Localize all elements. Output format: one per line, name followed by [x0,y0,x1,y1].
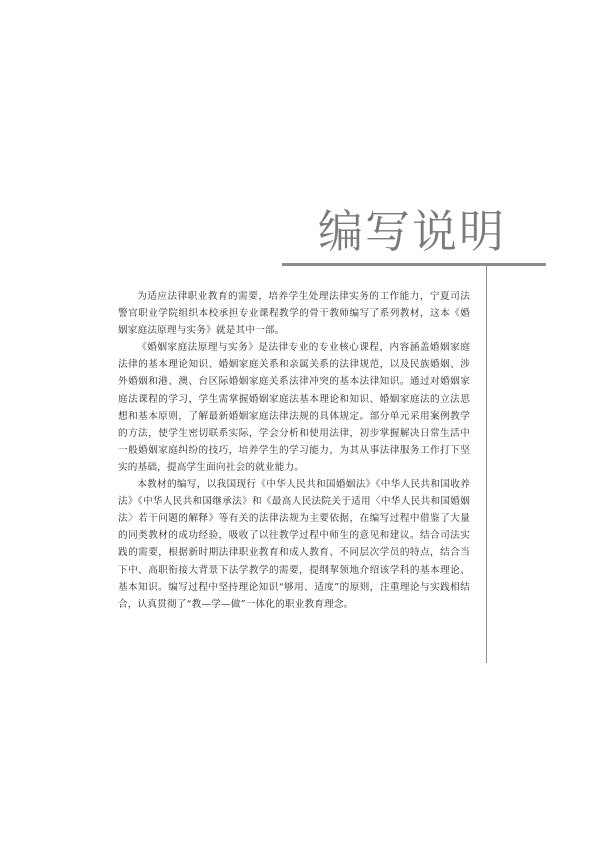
body-text [118,288,470,613]
page-title: 编写说明 [317,205,506,258]
title-underline-rule [282,263,546,266]
paragraph-3: 本教材的编写，以我国现行《中华人民共和国婚姻法》《中华人民共和国收养法》《中华人民共和国继承法》和《最高人民法院关于适用〈中华人民共和国婚姻法〉若干问题的解释》等有关的法律法规为主要依据，在编写过程中借鉴了大量的同类教材的成功经验，吸收了以往教学过程中师生的意见和建议。结合司法实践的需要，根据新时期法律职业教育和成人教育、不同层次学员的特点，结合当下中、高职衔接大背景下法学教学的需要，提纲挈领地介绍该学科的基本理论、基本知识。编写过程中坚持理论知识“够用、适度”的原则，注重理论与实践相结合，认真贯彻了“教—学—做”一体化的职业教育理念。 [118,479,470,610]
vertical-margin-rule [486,263,487,663]
paragraph-2: 《婚姻家庭法原理与实务》是法律专业的专业核心课程，内容涵盖婚姻家庭法律的基本理论知识、婚姻家庭关系和亲属关系的法律规范，以及民族婚姻、涉外婚姻和港、澳、台区际婚姻家庭关系法律冲突的基本法律知识。通过对婚姻家庭法课程的学习，学生需掌握婚姻家庭法基本理论和知识、婚姻家庭法的立法思想和基本原则，了解最新婚姻家庭法律法规的具体规定。部分单元采用案例教学的方法，使学生密切联系实际，学会分析和使用法律，初步掌握解决日常生活中一般婚姻家庭纠纷的技巧，培养学生的学习能力，为其从事法律服务工作打下坚实的基础，提高学生面向社会的就业能力。 [118,342,470,473]
paragraph-1: 为适应法律职业教育的需要，培养学生处理法律实务的工作能力，宁夏司法警官职业学院组织本校承担专业课程教学的骨干教师编写了系列教材，这本《婚姻家庭法原理与实务》就是其中一部。 [118,291,470,337]
